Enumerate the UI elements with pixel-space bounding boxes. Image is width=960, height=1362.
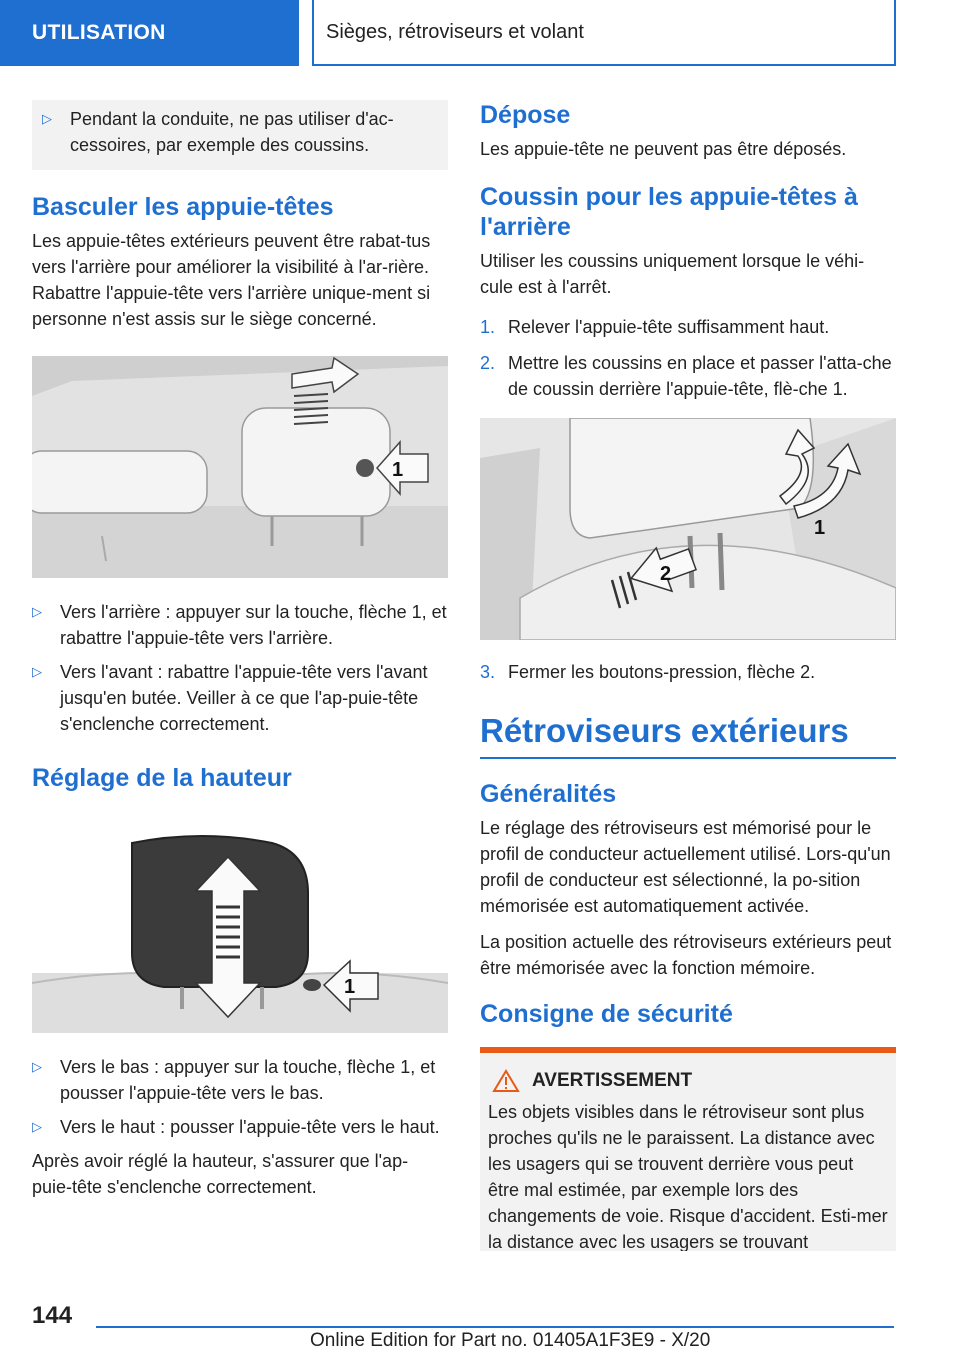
triangle-bullet-icon: ▷	[32, 1059, 42, 1074]
figure-callout-1: 1	[814, 517, 826, 539]
figure-headrest-tilt	[32, 356, 448, 578]
page-number: 144	[32, 1302, 73, 1329]
header-chapter: Sièges, rétroviseurs et volant	[312, 0, 896, 66]
bullet-text: Vers le bas : appuyer sur la touche, flèche 1, et pousser l'appuie-tête vers le bas.	[60, 1057, 436, 1103]
step-text: Relever l'appuie-tête suffisamment haut.	[508, 317, 830, 337]
bullet-text: Vers le haut : pousser l'appuie-tête vers le haut.	[60, 1117, 440, 1137]
figure-callout-1: 1	[392, 459, 404, 481]
triangle-bullet-icon: ▷	[32, 1119, 42, 1134]
step-number: 1.	[480, 317, 496, 337]
figure-callout-1: 1	[344, 976, 356, 998]
list-item	[32, 1114, 448, 1140]
heading-general: Généralités	[480, 780, 617, 808]
bullet-text: Vers l'arrière : appuyer sur la touche, flèche 1, et rabattre l'appuie-tête vers l'arrière.	[60, 602, 447, 648]
header-section: UTILISATION	[0, 0, 299, 66]
step-number: 2.	[480, 353, 496, 373]
step-text: Fermer les boutons-pression, flèche 2.	[508, 662, 816, 682]
figure-headrest-height	[32, 833, 448, 1033]
footer-edition: Online Edition for Part no. 01405A1F3E9 - X/20	[310, 1330, 711, 1351]
step-item	[480, 659, 896, 685]
note-text: Pendant la conduite, ne pas utiliser d'ac-cessoires, par exemple des coussins.	[70, 109, 394, 155]
list-item	[32, 599, 448, 651]
note-item	[42, 106, 434, 158]
warning-title: AVERTISSEMENT	[532, 1070, 693, 1091]
heading-remove: Dépose	[480, 101, 571, 129]
warning-triangle-icon	[492, 1069, 520, 1093]
note-box	[32, 100, 448, 170]
warning-header	[492, 1069, 888, 1093]
footer-rule	[96, 1326, 894, 1328]
paragraph-cushion: Utiliser les coussins uniquement lorsque le véhi-cule est à l'arrêt.	[480, 251, 865, 297]
figure-cushion	[480, 418, 896, 640]
left-column	[32, 100, 448, 1210]
paragraph-general-1: Le réglage des rétroviseurs est mémorisé pour le profil de conducteur actuellement utilisé. Lors-qu'un profil de conducteur est sélectionné, la po-sition mémorisée est automatiquement activée.	[480, 818, 891, 916]
step-number: 3.	[480, 662, 496, 682]
paragraph-after: Après avoir réglé la hauteur, s'assurer que l'ap-puie-tête s'enclenche correctement.	[32, 1151, 409, 1197]
step-item	[480, 314, 896, 340]
heading-mirrors: Rétroviseurs extérieurs	[480, 711, 896, 759]
list-item	[32, 659, 448, 737]
triangle-bullet-icon: ▷	[32, 664, 42, 679]
triangle-bullet-icon: ▷	[32, 604, 42, 619]
step-item	[480, 350, 896, 402]
warning-box	[480, 1047, 896, 1251]
triangle-bullet-icon: ▷	[42, 111, 52, 126]
heading-cushion: Coussin pour les appuie-têtes à l'arrière	[480, 183, 858, 241]
figure-callout-2: 2	[660, 563, 672, 585]
paragraph-general-2: La position actuelle des rétroviseurs extérieurs peut être mémorisée avec la fonction mémoire.	[480, 932, 892, 978]
step-text: Mettre les coussins en place et passer l'atta-che de coussin derrière l'appuie-tête, flè-che 1.	[508, 353, 892, 399]
paragraph-remove: Les appuie-tête ne peuvent pas être déposés.	[480, 139, 847, 159]
right-column	[480, 100, 896, 1251]
heading-height: Réglage de la hauteur	[32, 764, 292, 792]
bullet-text: Vers l'avant : rabattre l'appuie-tête vers l'avant jusqu'en butée. Veiller à ce que l'ap-puie-tête s'enclenche correctement.	[60, 662, 428, 734]
heading-tilt: Basculer les appuie-têtes	[32, 193, 334, 221]
warning-text: Les objets visibles dans le rétroviseur sont plus proches qu'ils ne le paraissent. La distance avec les usagers qui se trouvent derrière vous peut être mal estimée, par exemple lors des changements de voie. Risque d'accident. Esti-mer la distance avec les usagers se trouvant	[488, 1102, 888, 1251]
heading-safety: Consigne de sécurité	[480, 1000, 733, 1028]
list-item	[32, 1054, 448, 1106]
paragraph-tilt: Les appuie-têtes extérieurs peuvent être rabat-tus vers l'arrière pour améliorer la visibilité à l'ar-rière. Rabattre l'appuie-tête vers l'arrière unique-ment si personne n'est assis sur le siège concerné.	[32, 231, 431, 329]
